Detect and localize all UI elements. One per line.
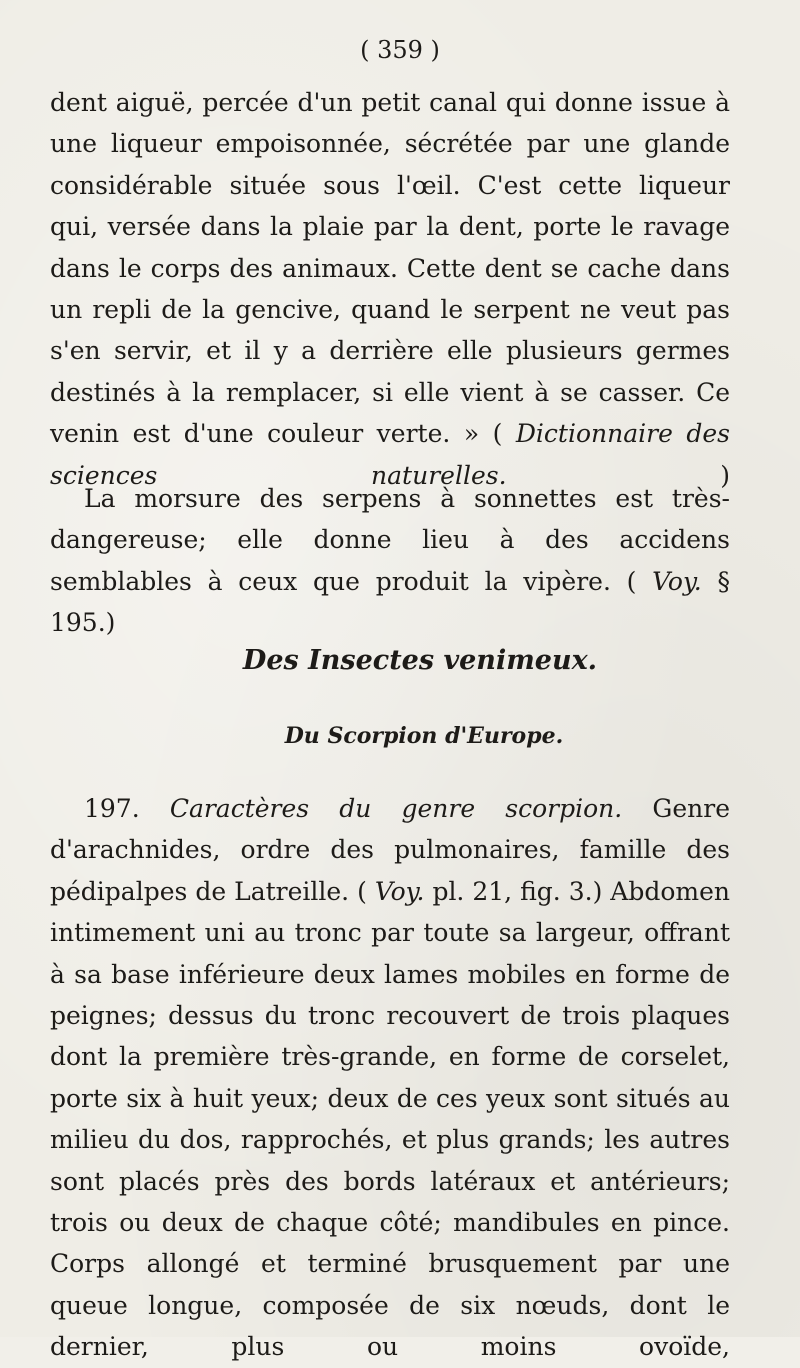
paragraph-text: La morsure des serpens à sonnettes est très-dangereuse; elle donne lieu à des accidens semblables à ceux que produit la vipère. ( bbox=[50, 484, 730, 596]
paragraph-venom-gland bbox=[50, 82, 730, 496]
paragraph-title: Caractères du genre scorpion. bbox=[169, 794, 623, 823]
page-number: ( 359 ) bbox=[360, 36, 440, 64]
subsection-heading: Du Scorpion d'Europe. bbox=[284, 723, 564, 749]
paragraph-text: dent aiguë, percée d'un petit canal qui donne issue à une liqueur empoisonnée, sécrétée par une glande considérable située sous l'œil. C'est cette liqueur qui, versée dans la plaie par la dent, porte le ravage dans le corps des animaux. Cette dent se cache dans un repli de la gencive, quand le serpent ne veut pas s'en servir, et il y a derrière elle plusieurs germes destinés à la remplacer, si elle vient à se casser. Ce venin est d'une couleur verte. » ( bbox=[50, 88, 730, 449]
reference-abbreviation: Voy. bbox=[374, 876, 425, 906]
paragraph-scorpion-characters bbox=[50, 788, 730, 1368]
section-heading: Des Insectes venimeux. bbox=[242, 645, 598, 676]
reference-abbreviation: Voy. bbox=[652, 566, 702, 596]
citation-close: ) bbox=[720, 460, 730, 490]
paragraph-text: Genre d'arachnides, ordre des pulmonaires, famille des pédipalpes de Latreille. ( bbox=[50, 794, 730, 906]
reference-text: § 195.) bbox=[50, 566, 730, 638]
paragraph-text-continued: pl. 21, fig. 3.) Abdomen intimement uni au tronc par toute sa largeur, offrant à sa base inférieure deux lames mobiles en forme de peignes; dessus du tronc recouvert de trois plaques dont la première très-grande, en forme de corselet, porte six à huit yeux; deux de ces yeux sont situés au milieu du dos, rapprochés, et plus grands; les autres sont placés près des bords latéraux et antérieurs; trois ou deux de chaque côté; mandibules en pince. Corps allongé et terminé brusquement par une queue longue, composée de six nœuds, dont le dernier, plus ou moins ovoïde, bbox=[50, 876, 731, 1362]
citation-title: Dictionnaire des sciences naturelles. bbox=[50, 419, 731, 490]
paragraph-number: 197. bbox=[84, 794, 140, 823]
paragraph-rattlesnake-bite bbox=[50, 478, 730, 644]
